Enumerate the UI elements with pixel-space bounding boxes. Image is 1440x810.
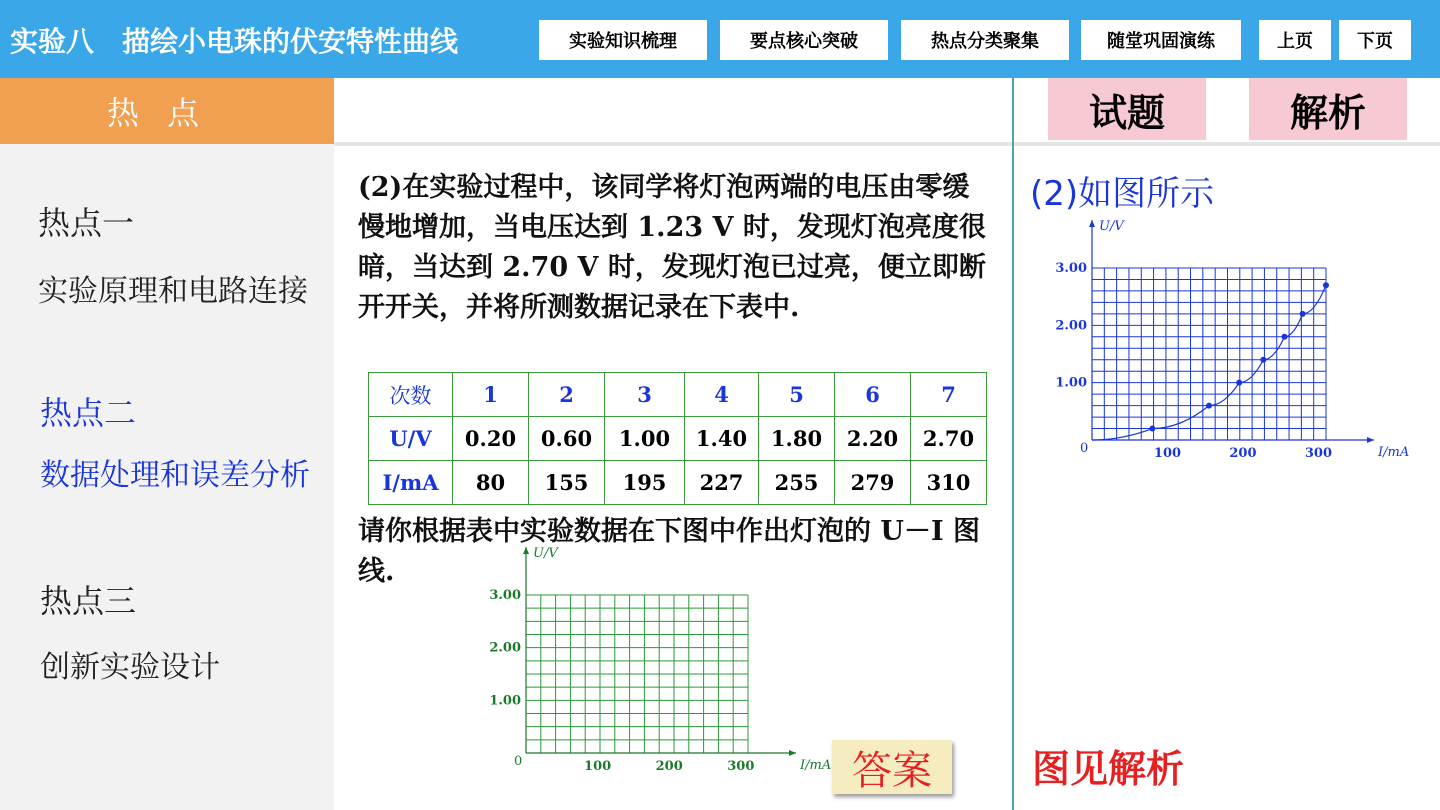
question-prompt: 请你根据表中实验数据在下图中作出灯泡的 U－I 图线. (358, 516, 980, 587)
page-title: 实验八 描绘小电珠的伏安特性曲线 (10, 25, 459, 58)
x-axis-label: I/mA (1378, 445, 1410, 460)
origin-label: 0 (1080, 441, 1089, 456)
blank-ui-grid-chart (489, 546, 832, 778)
table-cell: 6 (835, 373, 911, 417)
table-cell: 0.20 (453, 417, 529, 461)
header-divider (334, 142, 1440, 146)
answer-button[interactable]: 答案 (832, 740, 952, 794)
table-cell: 255 (759, 461, 835, 505)
data-point (1281, 334, 1287, 340)
nav-knowledge-button[interactable]: 实验知识梳理 (539, 20, 707, 60)
table-cell: I/mA (369, 461, 453, 505)
y-axis-arrow (1089, 220, 1095, 227)
table-row (369, 373, 987, 417)
table-cell: 227 (685, 461, 759, 505)
y-tick-label: 1.00 (489, 693, 521, 709)
y-tick-label: 3.00 (489, 588, 521, 603)
table-cell: 5 (759, 373, 835, 417)
sidebar-item-hotspot-3-desc[interactable]: 创新实验设计 (40, 650, 220, 685)
table-cell: U/V (369, 417, 453, 461)
next-page-button[interactable]: 下页 (1339, 20, 1411, 60)
x-tick-label: 100 (1153, 446, 1182, 461)
y-axis-label: U/V (1099, 219, 1124, 234)
table-cell: 195 (605, 461, 685, 505)
sidebar (0, 144, 334, 810)
data-table (368, 372, 987, 505)
table-cell: 279 (835, 461, 911, 505)
x-tick-label: 200 (1229, 446, 1257, 461)
table-cell: 1.00 (605, 417, 685, 461)
x-axis-label: I/mA (800, 758, 832, 773)
nav-core-points-button[interactable]: 要点核心突破 (720, 20, 888, 60)
table-cell: 4 (685, 373, 759, 417)
solution-heading: (2)如图所示 (1030, 174, 1215, 214)
y-tick-label: 1.00 (1055, 375, 1087, 391)
prev-page-button[interactable]: 上页 (1259, 20, 1331, 60)
y-tick-label: 3.00 (1055, 261, 1087, 276)
question-text: (2)在实验过程中，该同学将灯泡两端的电压由零缓慢地增加，当电压达到 1.23 V 时，发现灯泡亮度很暗，当达到 2.70 V 时，发现灯泡已过亮，便立即断开开关，并将所测数据记录在下表中. (358, 172, 986, 323)
table-cell: 2.70 (911, 417, 987, 461)
data-point (1300, 311, 1306, 317)
solution-footer: 图见解析 (1032, 747, 1185, 791)
data-point (1260, 357, 1266, 363)
x-axis-arrow (789, 750, 796, 756)
table-cell: 1 (453, 373, 529, 417)
top-bar (0, 0, 1440, 78)
table-cell: 155 (529, 461, 605, 505)
x-tick-label: 100 (584, 759, 612, 774)
y-tick-label: 2.00 (1055, 318, 1087, 334)
data-point (1236, 380, 1242, 386)
sidebar-heading: 热点 (0, 78, 334, 144)
table-cell: 3 (605, 373, 685, 417)
data-point (1206, 403, 1212, 409)
y-axis-label: U/V (533, 546, 558, 561)
x-tick-label: 300 (1304, 446, 1333, 461)
analysis-tab[interactable]: 解析 (1249, 78, 1407, 140)
x-axis-arrow (1367, 437, 1374, 443)
table-row (369, 417, 987, 461)
table-cell: 7 (911, 373, 987, 417)
sidebar-item-hotspot-1[interactable]: 热点一 (38, 204, 135, 242)
answer-ui-chart (1046, 219, 1410, 466)
table-cell: 2 (529, 373, 605, 417)
data-point (1323, 282, 1329, 288)
x-tick-label: 300 (727, 759, 755, 774)
table-cell: 80 (453, 461, 529, 505)
table-cell: 1.40 (685, 417, 759, 461)
table-cell: 0.60 (529, 417, 605, 461)
sidebar-item-hotspot-3[interactable]: 热点三 (40, 582, 137, 620)
table-row (369, 461, 987, 505)
table-cell: 1.80 (759, 417, 835, 461)
nav-hotspots-button[interactable]: 热点分类聚集 (901, 20, 1069, 60)
table-cell: 310 (911, 461, 987, 505)
sidebar-item-hotspot-2-desc[interactable]: 数据处理和误差分析 (40, 458, 310, 493)
column-divider (1012, 78, 1014, 810)
origin-label: 0 (514, 754, 523, 769)
nav-practice-button[interactable]: 随堂巩固演练 (1081, 20, 1241, 60)
table-cell: 次数 (369, 373, 453, 417)
y-tick-label: 2.00 (489, 640, 521, 656)
sidebar-item-hotspot-2[interactable]: 热点二 (40, 394, 137, 432)
table-cell: 2.20 (835, 417, 911, 461)
x-tick-label: 200 (655, 759, 683, 774)
question-tab[interactable]: 试题 (1048, 78, 1206, 140)
sidebar-item-hotspot-1-desc[interactable]: 实验原理和电路连接 (38, 274, 308, 309)
data-point (1149, 426, 1155, 432)
